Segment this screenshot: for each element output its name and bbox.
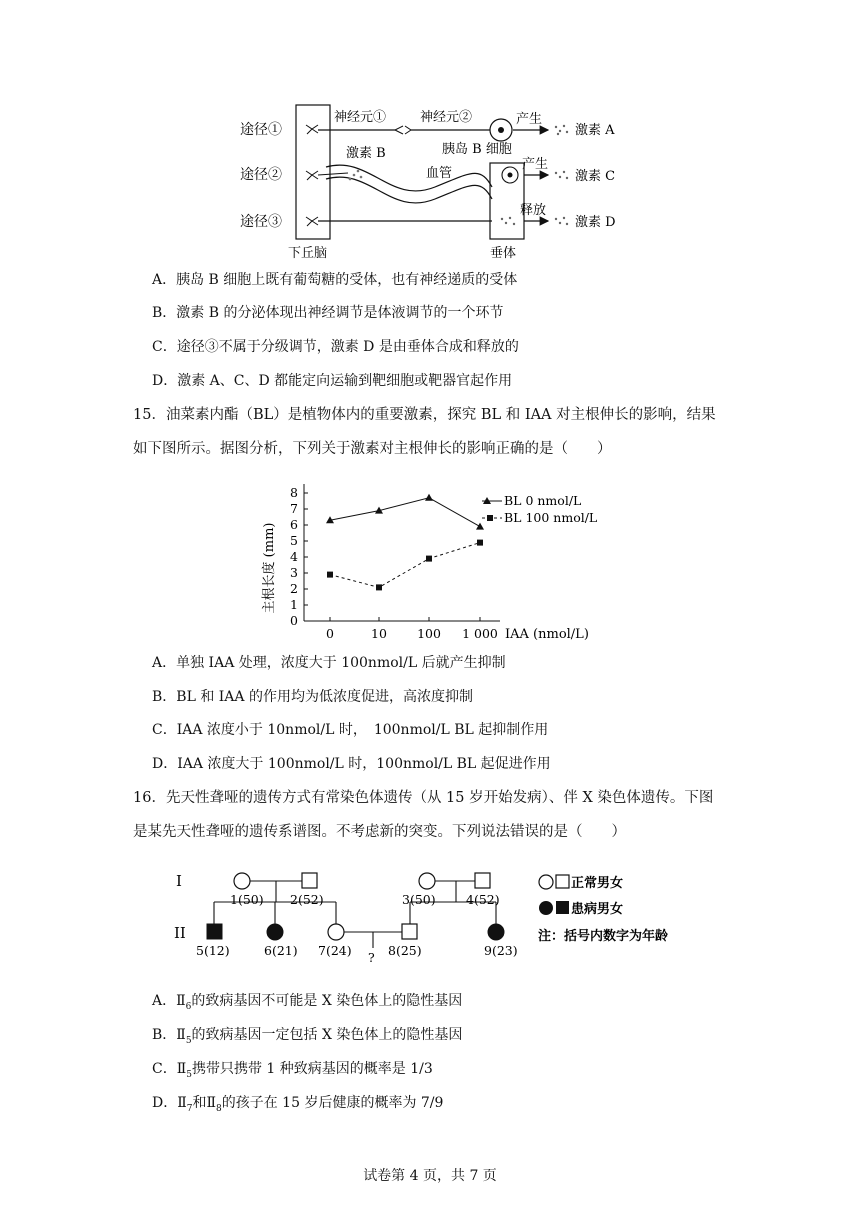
individual-7-female-normal (328, 924, 344, 940)
data-point-triangle (425, 494, 433, 501)
hormone-b-label: 激素 B (346, 146, 386, 161)
individual-5-label: 5(12) (196, 943, 230, 958)
produce-label: 产生 (516, 112, 543, 127)
y-tick-label: 2 (290, 581, 298, 596)
synapse-icon (395, 126, 411, 134)
q16-option-a: A．$Ⅱ_6$的致病基因不可能是 X 染色体上的隐性基因 (152, 993, 463, 1012)
series-line-2 (330, 543, 480, 588)
y-tick-label: 3 (290, 565, 298, 580)
individual-6-label: 6(21) (264, 943, 298, 958)
x-tick-label: 0 (326, 626, 334, 641)
q16-option-c: C．$Ⅱ_5$携带只携带 1 种致病基因的概率是 1/3 (152, 1061, 433, 1080)
q15-option-b: B．BL 和 IAA 的作用均为低浓度促进，高浓度抑制 (152, 689, 473, 705)
individual-8-male-normal (402, 924, 417, 939)
individual-4-label: 4(52) (466, 892, 500, 907)
series-line-1 (330, 498, 480, 527)
islet-b-cell-label: 胰岛 B 细胞 (442, 142, 512, 157)
q15-stem-line1: 15．油菜素内酯（BL）是植物体内的重要激素，探究 BL 和 IAA 对主根伸长的影响，结果 (133, 407, 716, 423)
pedigree-note: 注：括号内数字为年龄 (538, 929, 669, 944)
legend-normal-male-icon (556, 875, 569, 888)
x-axis-label: IAA (nmol/L) (505, 627, 589, 642)
legend-affected-male-icon (556, 901, 569, 914)
individual-3-female-normal (419, 873, 435, 889)
y-tick-label: 5 (290, 533, 298, 548)
data-point-square (376, 584, 382, 590)
data-point-triangle (476, 523, 484, 530)
neuron-icon (306, 125, 318, 226)
release-label: 释放 (520, 203, 547, 218)
x-tick-label: 1 000 (462, 626, 498, 641)
q15-stem-line2: 如下图所示。据图分析，下列关于激素对主根伸长的影响正确的是（ ） (133, 441, 612, 457)
q16-stem-line2: 是某先天性聋哑的遗传系谱图。不考虑新的突变。下列说法错误的是（ ） (133, 824, 626, 840)
hormone-d-label: 激素 D (575, 215, 616, 230)
individual-6-female-affected (267, 924, 283, 940)
chart-legend (482, 493, 597, 525)
legend-normal-text: 正常男女 (571, 876, 624, 891)
q15-option-a: A．单独 IAA 处理，浓度大于 100nmol/L 后就产生抑制 (152, 655, 506, 671)
pedigree-diagram (170, 862, 710, 972)
page-footer: 试卷第 4 页，共 7 页 (363, 1168, 497, 1184)
individual-2-label: 2(52) (290, 892, 324, 907)
y-tick-label: 6 (290, 517, 298, 532)
data-point-square (426, 556, 432, 562)
legend-affected-female-icon (539, 901, 553, 915)
legend-normal-female-icon (539, 875, 553, 889)
individual-4-male-normal (475, 873, 490, 888)
neuron-2-label: 神经元② (420, 110, 473, 125)
pituitary-box (490, 163, 524, 239)
q15-option-d: D．IAA 浓度大于 100nmol/L 时，100nmol/L BL 起促进作用 (152, 756, 551, 772)
individual-9-female-affected (488, 924, 504, 940)
y-tick-label: 1 (290, 597, 298, 612)
y-tick-label: 8 (290, 485, 298, 500)
q16-option-d: D．$Ⅱ_7$和$Ⅱ_8$的孩子在 15 岁后健康的概率为 7/9 (152, 1095, 444, 1114)
individual-8-label: 8(25) (388, 943, 422, 958)
generation-2-label: II (174, 924, 186, 942)
hormone-dots-icon (555, 125, 568, 135)
neuron-1-label: 神经元① (334, 110, 387, 125)
individual-1-label: 1(50) (230, 892, 264, 907)
pituitary-label: 垂体 (490, 246, 517, 261)
child-question-mark: ? (368, 950, 375, 965)
root-length-chart (255, 480, 635, 650)
legend-series-2: BL 100 nmol/L (504, 510, 598, 525)
individual-1-female-normal (234, 873, 250, 889)
individual-9-label: 9(23) (484, 943, 518, 958)
hormone-a-label: 激素 A (575, 123, 615, 138)
y-axis-label: 主根长度 (mm) (262, 522, 277, 614)
q15-option-c: C．IAA 浓度小于 10nmol/L 时， 100nmol/L BL 起抑制作用 (152, 722, 549, 738)
route-3-label: 途径③ (240, 214, 282, 230)
x-tick-label: 100 (417, 626, 441, 641)
q16-option-b: B．$Ⅱ_5$的致病基因一定包括 X 染色体上的隐性基因 (152, 1027, 463, 1046)
individual-2-male-normal (302, 873, 317, 888)
data-point-square (327, 572, 333, 578)
q14-option-d: D．激素 A、C、D 都能定向运输到靶细胞或靶器官起作用 (152, 373, 513, 389)
x-tick-label: 10 (371, 626, 387, 641)
legend-affected-text: 患病男女 (571, 902, 624, 917)
data-point-square (477, 540, 483, 546)
legend-square-marker (487, 515, 493, 521)
individual-3-label: 3(50) (402, 892, 436, 907)
route-2-label: 途径② (240, 167, 282, 183)
hormone-c-label: 激素 C (575, 169, 616, 184)
legend-series-1: BL 0 nmol/L (504, 493, 582, 508)
hypothalamus-label: 下丘脑 (288, 246, 328, 261)
hormone-pathway-diagram (230, 95, 650, 265)
q14-option-b: B．激素 B 的分泌体现出神经调节是体液调节的一个环节 (152, 305, 504, 321)
individual-5-male-affected (207, 924, 222, 939)
q14-option-a: A．胰岛 B 细胞上既有葡萄糖的受体，也有神经递质的受体 (152, 272, 518, 288)
y-tick-label: 0 (290, 613, 298, 628)
produce-label-2: 产生 (522, 157, 549, 172)
route-1-label: 途径① (240, 122, 282, 138)
blood-vessel-label: 血管 (426, 166, 453, 181)
hypothalamus-box (296, 105, 330, 239)
individual-7-label: 7(24) (318, 943, 352, 958)
q16-stem-line1: 16．先天性聋哑的遗传方式有常染色体遗传（从 15 岁开始发病）、伴 X 染色体遗传。下图 (133, 790, 714, 806)
q14-option-c: C．途径③不属于分级调节，激素 D 是由垂体合成和释放的 (152, 339, 519, 355)
generation-1-label: I (176, 872, 182, 890)
y-tick-label: 7 (290, 501, 298, 516)
y-tick-label: 4 (290, 549, 298, 564)
